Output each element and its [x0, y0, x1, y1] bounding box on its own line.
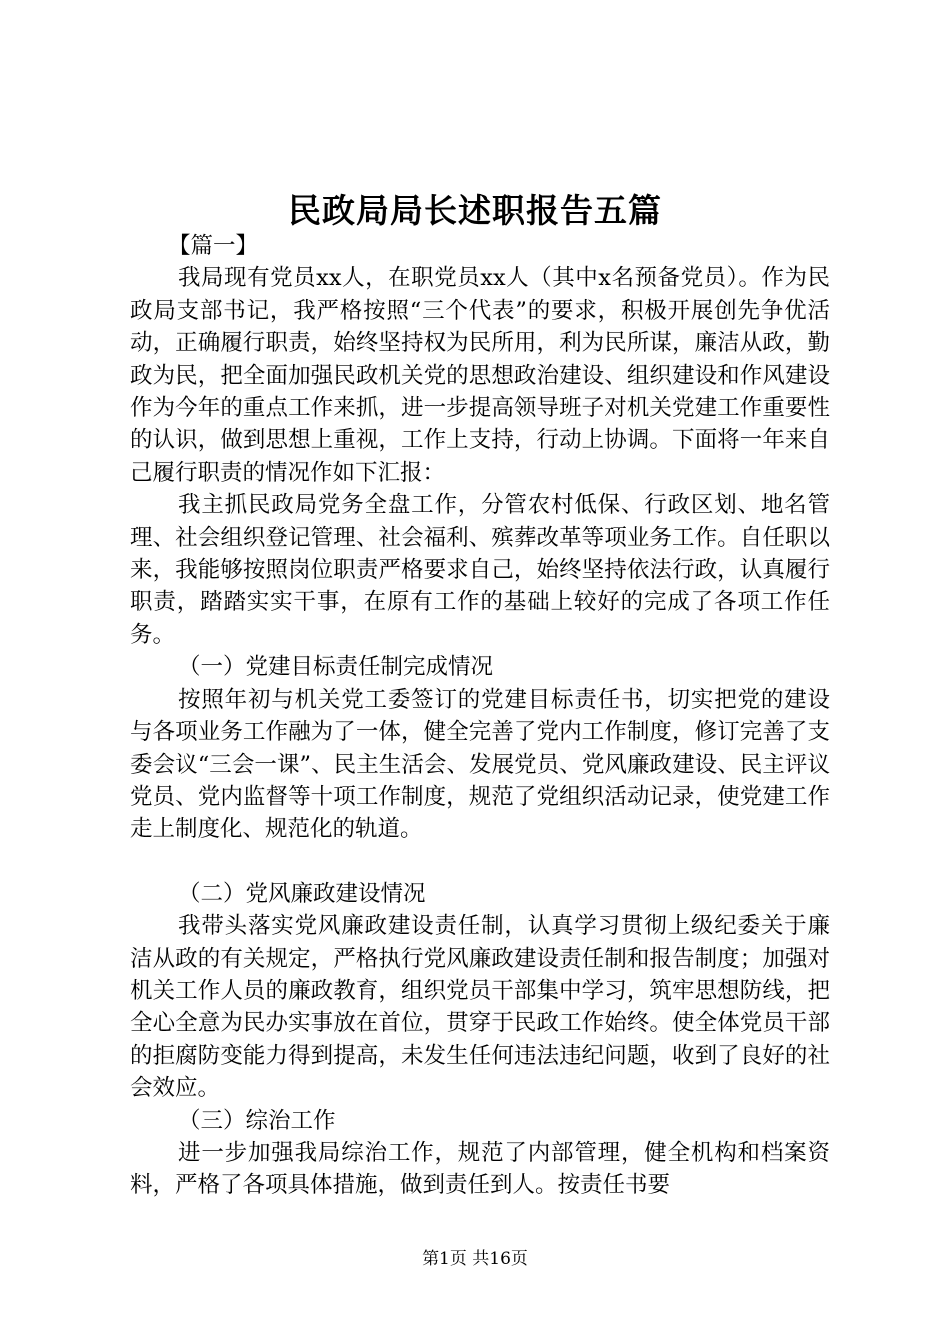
heading-1: （一）党建目标责任制完成情况 [178, 654, 494, 681]
section-label: 【篇一】 [168, 233, 259, 259]
page-footer: 第1页 共16页 [422, 1249, 528, 1269]
document-title: 民政局局长述职报告五篇 [288, 191, 662, 230]
paragraph-2: 我主抓民政局党务全盘工作，分管农村低保、行政区划、地名管理、社会组织登记管理、社会福利、殡葬改革等项业务工作。自任职以来，我能够按照岗位职责严格要求自己，始终坚持依法行政，认真履行职责，踏踏实实干事，在原有工作的基础上较好的完成了各项工作任务。 [130, 492, 830, 648]
paragraph-4: 我带头落实党风廉政建设责任制，认真学习贯彻上级纪委关于廉洁从政的有关规定，严格执行党风廉政建设责任制和报告制度；加强对机关工作人员的廉政教育，组织党员干部集中学习，筑牢思想防线，把全心全意为民办实事放在首位，贯穿于民政工作始终。使全体党员干部的拒腐防变能力得到提高，未发生任何违法违纪问题，收到了良好的社会效应。 [130, 913, 830, 1102]
paragraph-3: 按照年初与机关党工委签订的党建目标责任书，切实把党的建设与各项业务工作融为了一体，健全完善了党内工作制度，修订完善了支委会议“三会一课”、民主生活会、发展党员、党风廉政建设、民主评议党员、党内监督等十项工作制度，规范了党组织活动记录，使党建工作走上制度化、规范化的轨道。 [130, 686, 830, 843]
paragraph-spacer [130, 846, 830, 878]
document-body [130, 230, 830, 1202]
paragraph-5: 进一步加强我局综治工作，规范了内部管理，健全机构和档案资料，严格了各项具体措施，做到责任到人。按责任书要 [130, 1139, 830, 1199]
heading-3: （三）综治工作 [178, 1107, 336, 1134]
paragraph-1: 我局现有党员xx人，在职党员xx人（其中x名预备党员）。作为民政局支部书记，我严格按照“三个代表”的要求，积极开展创先争优活动，正确履行职责，始终坚持权为民所用，利为民所谋，廉洁从政，勤政为民，把全面加强民政机关党的思想政治建设、组织建设和作风建设作为今年的重点工作来抓，进一步提高领导班子对机关党建工作重要性的认识，做到思想上重视，工作上支持，行动上协调。下面将一年来自己履行职责的情况作如下汇报： [130, 265, 830, 486]
heading-2: （二）党风廉政建设情况 [178, 880, 426, 907]
